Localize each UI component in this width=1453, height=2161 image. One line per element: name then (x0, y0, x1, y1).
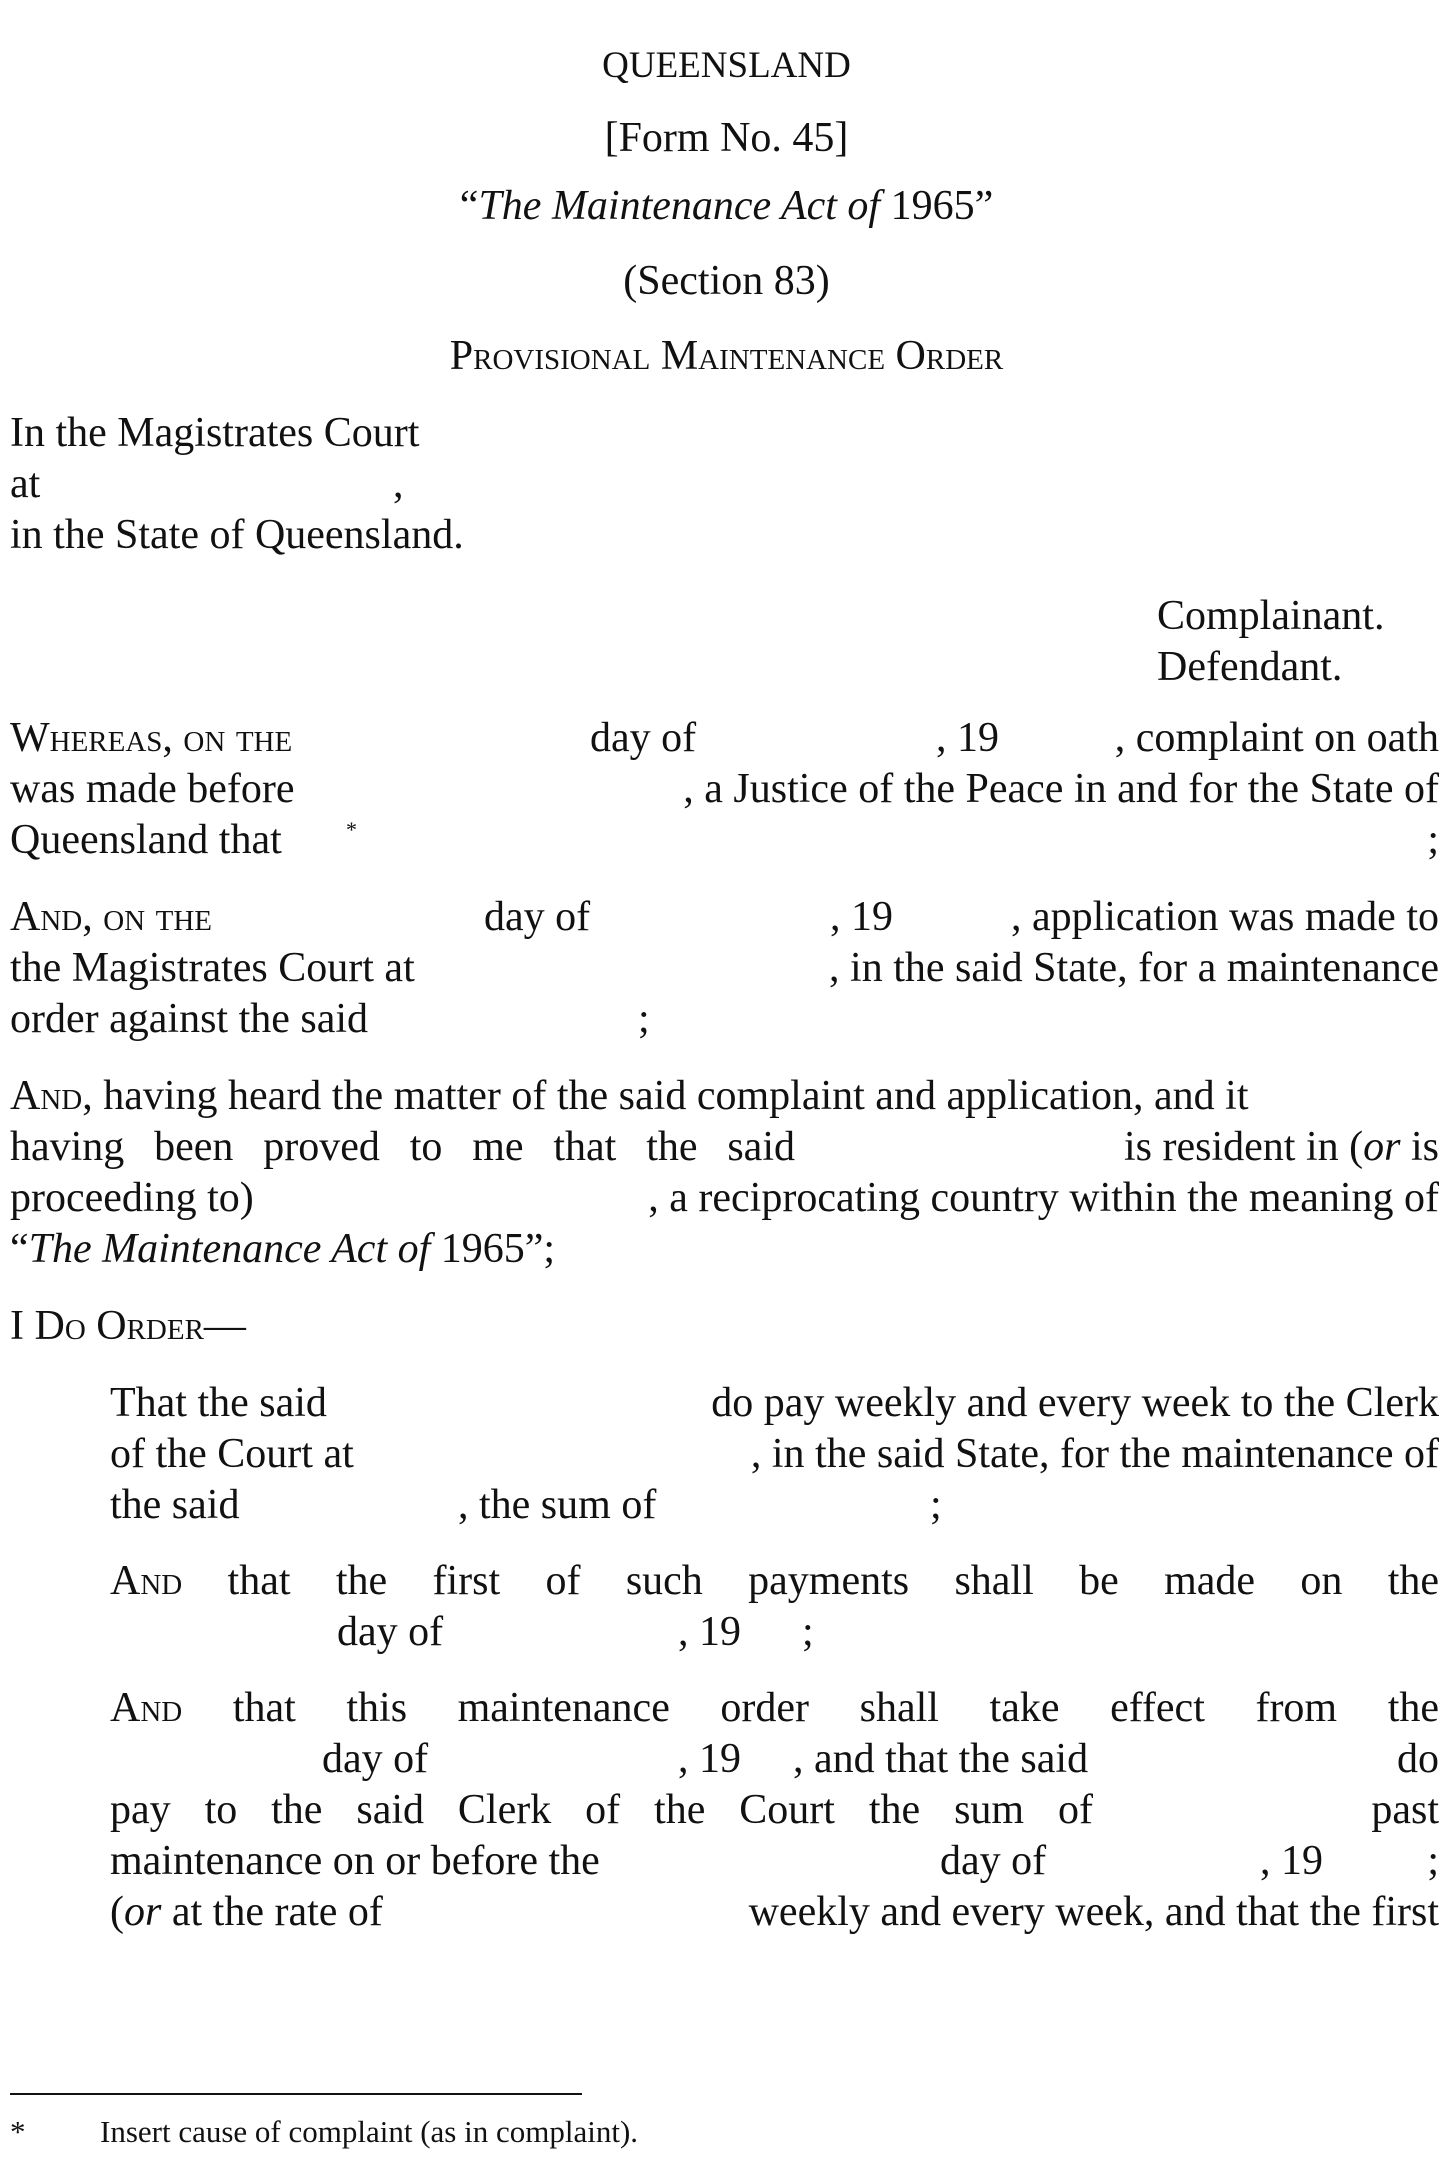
whereas-line-1: Whereas, on the day of , 19 , complaint on oath (10, 715, 1439, 761)
word: the (654, 1787, 706, 1833)
word: to (204, 1787, 238, 1833)
word: And (110, 1685, 183, 1731)
word: me (472, 1124, 524, 1170)
word: pay (110, 1787, 171, 1833)
whereas-line-3: Queensland that * ; (10, 817, 1439, 863)
complainant-label: Complainant. (1157, 593, 1385, 639)
word: this (346, 1685, 408, 1731)
word: And (110, 1558, 183, 1604)
order-1-line-3: the said , the sum of ; (110, 1482, 942, 1528)
word: payments (748, 1558, 910, 1604)
word: that (553, 1124, 617, 1170)
word: be (1079, 1558, 1119, 1604)
word: the (1387, 1685, 1439, 1731)
word: Clerk (457, 1787, 552, 1833)
word: that (232, 1685, 296, 1731)
state-heading: QUEENSLAND (602, 45, 851, 86)
footnote: * Insert cause of complaint (as in complaint). (10, 2114, 639, 2149)
word: on (1300, 1558, 1343, 1604)
word: order (720, 1685, 810, 1731)
whereas-line-2: was made before , a Justice of the Peace in and for the State of (10, 766, 1439, 812)
word: Court (739, 1787, 835, 1833)
heard-line-3: proceeding to) , a reciprocating country within the meaning of (10, 1175, 1439, 1221)
word: take (989, 1685, 1060, 1731)
order-3-line-1 (110, 1683, 1439, 1734)
word: shall (859, 1685, 939, 1731)
court-line-2: at , (10, 461, 404, 507)
order-1-line-2: of the Court at , in the said State, for the maintenance of (110, 1431, 1439, 1477)
word: to (409, 1124, 443, 1170)
word: proved (263, 1124, 380, 1170)
section-reference: (Section 83) (623, 258, 830, 304)
word: the (335, 1558, 388, 1604)
word: the (646, 1124, 698, 1170)
word: having (10, 1124, 125, 1170)
application-line-2: the Magistrates Court at , in the said State, for a maintenance (10, 945, 1439, 991)
word: first (432, 1558, 501, 1604)
word: of (585, 1787, 621, 1833)
application-line-1: And, on the day of , 19 , application was made to (10, 894, 1439, 940)
word: from (1255, 1685, 1338, 1731)
word: such (625, 1558, 703, 1604)
footnote-rule (10, 2093, 582, 2095)
word: effect (1110, 1685, 1205, 1731)
word: that (227, 1558, 291, 1604)
word: maintenance (457, 1685, 670, 1731)
word: made (1164, 1558, 1256, 1604)
form-number: [Form No. 45] (604, 115, 849, 161)
order-2-line-2: day of , 19 ; (337, 1609, 814, 1655)
order-3-line-5: (or at the rate of weekly and every week, and that the first (110, 1889, 1439, 1935)
order-3-line-2: day of , 19 , and that the said do (322, 1736, 1439, 1782)
application-line-3: order against the said ; (10, 996, 650, 1042)
footnote-reference-mark: * (346, 817, 357, 842)
heard-line-1: And, having heard the matter of the said complaint and application, and it (10, 1073, 1249, 1119)
word: the (868, 1787, 921, 1833)
word: of (545, 1558, 581, 1604)
word: the (271, 1787, 323, 1833)
order-1-line-1: That the said do pay weekly and every week to the Clerk (110, 1380, 1439, 1426)
word: the (1387, 1558, 1439, 1604)
defendant-label: Defendant. (1157, 644, 1343, 690)
word: of (1057, 1787, 1093, 1833)
word: said (727, 1124, 795, 1170)
heard-line-2: having been proved to me that the said is resident in (or is (10, 1122, 1439, 1173)
word: shall (954, 1558, 1034, 1604)
order-2-line-1 (110, 1556, 1439, 1607)
i-do-order-heading: I Do Order— (10, 1303, 246, 1349)
word: sum (954, 1787, 1025, 1833)
document-title: Provisional Maintenance Order (449, 333, 1004, 379)
word: said (356, 1787, 425, 1833)
court-line-3: in the State of Queensland. (10, 512, 464, 558)
order-3-line-1-words (110, 1683, 1439, 1734)
word: been (154, 1124, 234, 1170)
heard-line-4: “The Maintenance Act of 1965”; (10, 1226, 556, 1272)
order-2-line-1-words (110, 1556, 1439, 1607)
order-3-line-3: pay to the said Clerk of the Court the sum of past (110, 1785, 1439, 1836)
order-3-line-3-words (110, 1785, 1093, 1836)
heard-line-2-words (10, 1122, 795, 1173)
act-title: “The Maintenance Act of 1965” (459, 183, 994, 229)
court-line-1: In the Magistrates Court (10, 410, 420, 456)
order-3-line-4: maintenance on or before the day of , 19 ; (110, 1838, 1439, 1884)
